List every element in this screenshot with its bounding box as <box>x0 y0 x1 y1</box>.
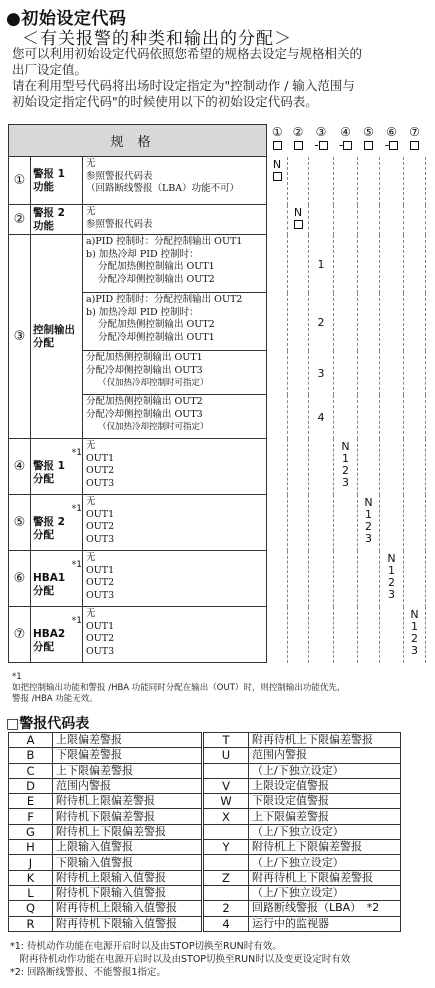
option-col-header: ④ - <box>334 125 358 157</box>
alarm-description: （上/下独立设定） <box>249 855 401 870</box>
option-empty <box>267 235 288 293</box>
option-col-header: ③ - <box>309 125 334 157</box>
option-empty <box>288 439 309 495</box>
option-empty <box>358 205 380 235</box>
footnote-line: *2: 回路断线警报、不能警报1指定。 <box>10 967 167 978</box>
option-empty <box>288 351 309 395</box>
option-empty <box>358 157 380 205</box>
row-name-line: 分配 <box>33 473 54 485</box>
desc-line: OUT1 <box>86 620 115 632</box>
footnotes-2 <box>10 940 435 979</box>
code-box-icon <box>389 141 398 150</box>
desc-line: 分配加热侧控制输出 OUT2 <box>86 396 203 407</box>
option-empty <box>334 607 358 663</box>
option-empty <box>288 395 309 439</box>
option-empty <box>334 351 358 395</box>
row-desc <box>83 205 267 235</box>
desc-line: OUT3 <box>86 533 115 545</box>
alarm-code-row <box>9 840 401 855</box>
desc-line: 分配冷却侧控制输出 OUT1 <box>98 331 215 343</box>
desc-line: b) 加热冷却 PID 控制时： <box>86 306 199 318</box>
alarm-code: V <box>203 778 249 793</box>
option-value: 2 <box>309 293 334 351</box>
alarm-code: J <box>9 855 53 870</box>
footnote-1 <box>12 672 432 705</box>
option-empty <box>267 495 288 551</box>
option-empty <box>358 395 380 439</box>
option-empty <box>288 235 309 293</box>
option-empty <box>358 351 380 395</box>
desc-line: OUT2 <box>86 521 115 532</box>
row-desc <box>83 607 267 663</box>
alarm-description: （上/下独立设定） <box>249 824 401 839</box>
option-empty <box>380 439 404 495</box>
row-name-line: 分配 <box>33 585 54 597</box>
footnote-mark: *1 <box>71 560 82 570</box>
desc-line: 分配冷却侧控制输出 OUT3 <box>86 364 203 376</box>
row-number: ① <box>9 157 31 205</box>
option-col-header <box>267 125 288 157</box>
option-empty <box>267 607 288 663</box>
desc-line: OUT2 <box>86 577 115 588</box>
row-desc <box>83 495 267 551</box>
option-value-text: N <box>272 157 282 171</box>
option-empty <box>334 205 358 235</box>
desc-line: 无 <box>86 158 96 169</box>
alarm-description: 附待机上下限偏差警报 <box>249 840 401 855</box>
alarm-description: 范围内警报 <box>53 778 203 793</box>
code-box-icon <box>294 141 303 150</box>
desc-line: a)PID 控制时：分配控制输出 OUT2 <box>86 294 243 305</box>
row-name-line: HBA1 <box>33 572 66 584</box>
option-col-header <box>288 125 309 157</box>
option-empty <box>309 495 334 551</box>
option-empty <box>309 157 334 205</box>
option-empty <box>358 439 380 495</box>
alarm-code: B <box>9 748 53 763</box>
desc-line: 分配加热侧控制输出 OUT1 <box>86 352 203 363</box>
option-value-text: N <box>364 495 373 509</box>
option-value-text: 3 <box>411 643 419 657</box>
row-name-line: 警报 1 <box>33 460 65 472</box>
code-box-icon <box>273 141 282 150</box>
desc-line: 无 <box>86 552 96 563</box>
alarm-code-table <box>8 732 401 932</box>
alarm-code: F <box>9 809 53 824</box>
alarm-code-row <box>9 809 401 824</box>
option-col-header <box>358 125 380 157</box>
desc-line: 分配冷却侧控制输出 OUT3 <box>86 408 203 420</box>
row-name-line: HBA2 <box>33 628 66 640</box>
option-empty <box>404 551 426 607</box>
alarm-code: W <box>203 794 249 809</box>
alarm-code: D <box>9 778 53 793</box>
alarm-code: X <box>203 809 249 824</box>
alarm-description: （上/下独立设定） <box>249 763 401 778</box>
footnote-mark: *1 <box>71 616 82 626</box>
option-empty <box>267 205 288 235</box>
alarm-description: 范围内警报 <box>249 748 401 763</box>
option-empty <box>380 495 404 551</box>
alarm-code <box>203 763 249 778</box>
alarm-code: A <box>9 733 53 748</box>
alarm-description: （上/下独立设定） <box>249 885 401 900</box>
alarm-code: L <box>9 885 53 900</box>
row-name-line: 警报 1 <box>33 167 65 180</box>
code-box-icon <box>410 141 419 150</box>
alarm-code: U <box>203 748 249 763</box>
option-empty <box>358 551 380 607</box>
option-number: ② <box>292 124 304 139</box>
row-name-line: 警报 2 <box>33 206 65 219</box>
option-empty <box>309 205 334 235</box>
alarm-description: 附待机下限偏差警报 <box>53 809 203 824</box>
alarm-code-row <box>9 794 401 809</box>
footnote-mark: *1 <box>71 504 82 514</box>
option-empty <box>404 205 426 235</box>
page-title: ●初始设定代码 <box>6 9 127 29</box>
alarm-description: 附再待机上下限偏差警报 <box>249 733 401 748</box>
option-empty <box>288 293 309 351</box>
row-name <box>31 205 83 235</box>
alarm-code-row <box>9 885 401 900</box>
alarm-code-row <box>9 733 401 748</box>
option-number: ③ <box>315 124 327 139</box>
alarm-code: E <box>9 794 53 809</box>
option-value-text: 1 <box>388 563 396 577</box>
alarm-code-row <box>9 748 401 763</box>
desc-line: 无 <box>86 496 96 507</box>
alarm-description: 上限偏差警报 <box>53 733 203 748</box>
row-name <box>31 495 83 551</box>
option-empty <box>358 235 380 293</box>
option-empty <box>267 351 288 395</box>
table-row <box>9 235 426 293</box>
alarm-code-row <box>9 824 401 839</box>
option-value-text: 2 <box>388 575 396 589</box>
option-value: 3 <box>309 351 334 395</box>
desc-line: a)PID 控制时：分配控制输出 OUT1 <box>86 236 243 247</box>
row-name-line: 分配 <box>33 641 54 653</box>
option-value-text: N <box>341 439 350 453</box>
alarm-code: K <box>9 870 53 885</box>
option-empty <box>309 551 334 607</box>
alarm-description: 上下限偏差警报 <box>249 809 401 824</box>
table-header-row <box>9 125 426 157</box>
option-empty <box>267 395 288 439</box>
option-value-text: N <box>293 205 303 219</box>
desc-line: （回路断线警报（LBA）功能不可） <box>86 183 240 194</box>
option-empty <box>380 205 404 235</box>
intro-text <box>12 46 432 110</box>
row-desc <box>83 157 267 205</box>
alarm-description: 附待机下限输入值警报 <box>53 885 203 900</box>
option-empty <box>380 235 404 293</box>
option-empty <box>288 157 309 205</box>
option-empty <box>380 157 404 205</box>
desc-line: 分配加热侧控制输出 OUT1 <box>98 261 215 272</box>
option-value-text: 3 <box>388 587 396 601</box>
option-empty <box>380 607 404 663</box>
option-empty <box>309 607 334 663</box>
option-empty <box>358 293 380 351</box>
code-box-icon <box>364 141 373 150</box>
row-number: ⑤ <box>9 495 31 551</box>
alarm-description: 上限输入值警报 <box>53 840 203 855</box>
table-row <box>9 439 426 495</box>
option-empty <box>404 235 426 293</box>
option-value-text: 2 <box>342 463 350 477</box>
footnote-mark: *1 <box>71 448 82 458</box>
desc-line: 无 <box>86 440 96 451</box>
alarm-code: Y <box>203 840 249 855</box>
alarm-description: 附待机上下限偏差警报 <box>53 824 203 839</box>
alarm-code <box>203 855 249 870</box>
alarm-description: 运行中的监视器 <box>249 916 401 931</box>
option-empty <box>404 157 426 205</box>
alarm-description: 上限设定值警报 <box>249 778 401 793</box>
option-empty <box>288 607 309 663</box>
row-number: ② <box>9 205 31 235</box>
alarm-code-row <box>9 855 401 870</box>
option-empty <box>334 293 358 351</box>
desc-line: OUT2 <box>86 465 115 476</box>
row-name <box>31 157 83 205</box>
row-name <box>31 235 83 439</box>
desc-line: 参照警报代码表 <box>86 218 153 230</box>
row-name <box>31 551 83 607</box>
alarm-code-row <box>9 870 401 885</box>
alarm-description: 附再待机下限输入值警报 <box>53 916 203 931</box>
option-value-text: 2 <box>411 631 419 645</box>
row-desc <box>83 293 267 351</box>
alarm-code: 2 <box>203 901 249 916</box>
option-empty <box>267 293 288 351</box>
alarm-description: 附再待机上下限偏差警报 <box>249 870 401 885</box>
option-empty <box>334 157 358 205</box>
footnote-line: 附再待机动作功能在电源开启时以及由STOP切换至RUN时以及变更设定时有效 <box>10 954 351 965</box>
alarm-code-section-title: □警报代码表 <box>6 716 90 732</box>
row-name-line: 控制输出 <box>33 323 75 336</box>
option-empty <box>404 395 426 439</box>
code-box-icon <box>343 141 352 150</box>
alarm-description: 附待机上限输入值警报 <box>53 870 203 885</box>
option-value-text: 1 <box>365 507 373 521</box>
option-value <box>288 205 309 235</box>
alarm-code-row <box>9 916 401 931</box>
option-value-text: 3 <box>342 475 350 489</box>
alarm-description: 下限偏差警报 <box>53 748 203 763</box>
alarm-code: R <box>9 916 53 931</box>
option-empty <box>404 495 426 551</box>
row-desc <box>83 235 267 293</box>
option-number: ⑤ <box>363 124 374 139</box>
option-empty <box>334 551 358 607</box>
alarm-description: 上下限偏差警报 <box>53 763 203 778</box>
option-empty <box>288 551 309 607</box>
option-col-header <box>404 125 426 157</box>
desc-line: OUT2 <box>86 633 115 644</box>
option-empty <box>309 439 334 495</box>
spec-header: 规格 <box>9 125 267 157</box>
footnote-line: *1 <box>12 672 22 682</box>
alarm-code: G <box>9 824 53 839</box>
code-box-icon <box>294 220 303 229</box>
desc-line: b) 加热冷却 PID 控制时： <box>86 248 199 260</box>
row-number: ③ <box>9 235 31 439</box>
row-number: ⑥ <box>9 551 31 607</box>
desc-line: OUT1 <box>86 564 115 576</box>
footnote-line: 如把控制输出功能和警报 /HBA 功能同时分配在输出（OUT）时，则控制输出功能优先， <box>12 683 346 693</box>
code-box-icon <box>273 172 282 181</box>
desc-line: OUT3 <box>86 477 115 489</box>
desc-line: 无 <box>86 608 96 619</box>
alarm-description: 附再待机上限输入值警报 <box>53 901 203 916</box>
desc-line: 无 <box>86 206 96 217</box>
option-empty <box>334 395 358 439</box>
option-value-text: 3 <box>365 531 373 545</box>
desc-line: （仅加热冷却控制时可指定） <box>98 378 209 388</box>
alarm-code: 4 <box>203 916 249 931</box>
option-value: 1 <box>309 235 334 293</box>
table-row <box>9 157 426 205</box>
table-row <box>9 607 426 663</box>
option-number: ⑥ <box>386 124 397 139</box>
option-empty <box>358 607 380 663</box>
footnote-line: 警报 /HBA 功能无效。 <box>12 694 98 704</box>
row-name <box>31 439 83 495</box>
alarm-description: 下限输入值警报 <box>53 855 203 870</box>
alarm-code-row <box>9 901 401 916</box>
option-number: ⑦ <box>409 124 420 139</box>
option-value <box>267 157 288 205</box>
intro-line: 请在利用型号代码将出场时设定指定为"控制动作 / 输入范围与 <box>12 78 355 93</box>
option-empty <box>404 293 426 351</box>
option-value-text: N <box>387 551 396 565</box>
option-col-header: ⑥ - <box>380 125 404 157</box>
desc-line: OUT3 <box>86 589 115 601</box>
option-number: ① <box>271 124 283 139</box>
row-name-line: 功能 <box>33 180 54 193</box>
table-row <box>9 205 426 235</box>
alarm-description: 下限设定值警报 <box>249 794 401 809</box>
alarm-code-row <box>9 763 401 778</box>
desc-line: 分配冷却侧控制输出 OUT2 <box>98 273 215 285</box>
table-row <box>9 551 426 607</box>
row-name-line: 分配 <box>33 529 54 541</box>
row-name-line: 分配 <box>33 336 54 349</box>
option-value <box>404 607 426 663</box>
option-empty <box>334 495 358 551</box>
alarm-description: 附待机上限偏差警报 <box>53 794 203 809</box>
alarm-code: T <box>203 733 249 748</box>
desc-line: 参照警报代码表 <box>86 170 153 182</box>
alarm-code-row <box>9 778 401 793</box>
alarm-code <box>203 885 249 900</box>
desc-line: （仅加热冷却控制时可指定） <box>98 422 209 432</box>
alarm-code: C <box>9 763 53 778</box>
alarm-code: H <box>9 840 53 855</box>
option-empty <box>404 439 426 495</box>
option-empty <box>267 551 288 607</box>
alarm-description: 回路断线警报（LBA） *2 <box>249 901 401 916</box>
option-value <box>380 551 404 607</box>
option-value-text: 1 <box>411 619 419 633</box>
row-desc <box>83 439 267 495</box>
row-desc <box>83 351 267 395</box>
option-number: ④ <box>340 124 351 139</box>
row-desc <box>83 551 267 607</box>
option-value-text: 2 <box>365 519 373 533</box>
option-empty <box>267 439 288 495</box>
desc-line: 分配加热侧控制输出 OUT2 <box>98 319 215 330</box>
table-row <box>9 495 426 551</box>
option-empty <box>380 351 404 395</box>
option-value-text: 1 <box>342 451 350 465</box>
code-box-icon <box>319 141 328 150</box>
page-subtitle: ＜有关报警的种类和输出的分配＞ <box>22 29 292 49</box>
option-value <box>334 439 358 495</box>
row-desc <box>83 395 267 439</box>
row-number: ⑦ <box>9 607 31 663</box>
desc-line: OUT1 <box>86 452 115 464</box>
option-value: 4 <box>309 395 334 439</box>
desc-line: OUT1 <box>86 508 115 520</box>
option-empty <box>380 395 404 439</box>
option-value <box>358 495 380 551</box>
option-empty <box>404 351 426 395</box>
row-name-line: 警报 2 <box>33 516 65 528</box>
row-name-line: 功能 <box>33 219 54 232</box>
desc-line: OUT3 <box>86 645 115 657</box>
alarm-code <box>203 824 249 839</box>
initial-code-table <box>8 124 426 663</box>
option-empty <box>380 293 404 351</box>
option-value-text: N <box>410 607 419 621</box>
footnote-line: *1: 待机动作功能在电源开启时以及由STOP切换至RUN时有效。 <box>10 941 282 952</box>
row-name <box>31 607 83 663</box>
intro-line: 您可以利用初始设定代码依照您希望的规格去设定与规格相关的 <box>12 46 363 61</box>
option-empty <box>334 235 358 293</box>
alarm-code: Q <box>9 901 53 916</box>
alarm-code: Z <box>203 870 249 885</box>
option-empty <box>288 495 309 551</box>
row-number: ④ <box>9 439 31 495</box>
intro-line: 初始设定指定代码"的时候使用以下的初始设定代码表。 <box>12 94 318 109</box>
intro-line: 出厂设定值。 <box>12 62 88 77</box>
